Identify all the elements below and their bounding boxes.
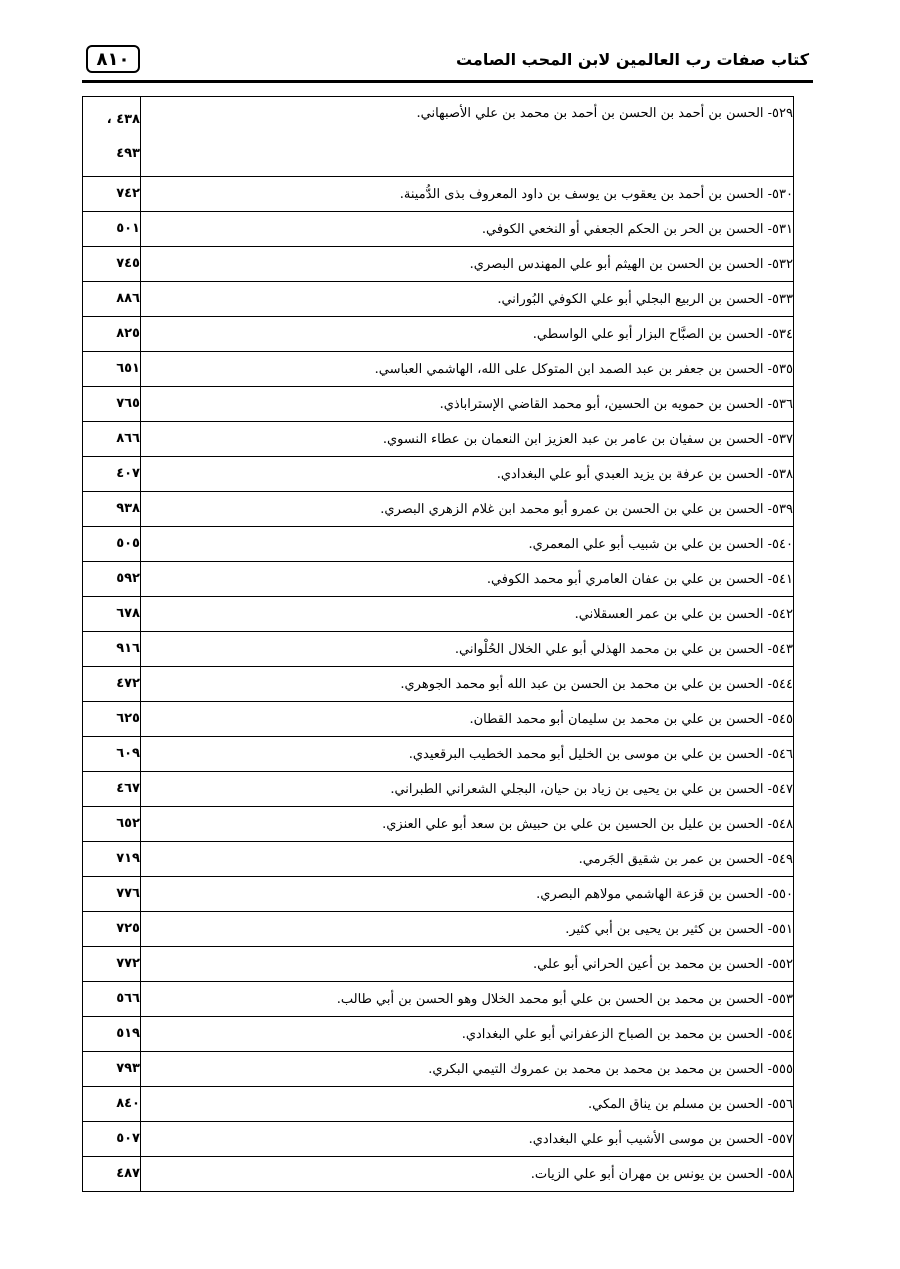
narrator-entry: ٥٤٩- الحسن بن عمر بن شقيق الجَرمي. [141,842,794,877]
table-row [83,737,794,772]
page-number: ٨١٠ [86,45,140,73]
page-number-ref: ٤٧٢ [116,676,140,691]
narrator-entry: ٥٣٥- الحسن بن جعفر بن عبد الصمد ابن المتوكل على الله، الهاشمي العباسي. [141,352,794,387]
table-row [83,457,794,492]
narrator-entry: ٥٥٢- الحسن بن محمد بن أعين الحراني أبو علي. [141,947,794,982]
page-number-ref: ٤٣٨ ، [106,111,140,127]
narrator-entry: ٥٥٦- الحسن بن مسلم بن يناق المكي. [141,1087,794,1122]
page-reference [83,772,141,807]
narrator-entry: ٥٢٩- الحسن بن أحمد بن الحسن بن أحمد بن محمد بن علي الأصبهاني. [141,97,794,177]
page-number-ref: ٥٠١ [116,221,140,236]
narrator-entry: ٥٤٨- الحسن بن عليل بن الحسين بن علي بن حبيش بن سعد أبو علي العنزي. [141,807,794,842]
page-header [82,40,813,84]
narrator-entry: ٥٤٧- الحسن بن علي بن يحيى بن زياد بن حيان، البجلي الشعراني الطبراني. [141,772,794,807]
page-reference [83,807,141,842]
table-row [83,352,794,387]
table-row [83,1087,794,1122]
page-reference [83,1122,141,1157]
page-reference [83,632,141,667]
narrator-entry: ٥٤٦- الحسن بن علي بن موسى بن الخليل أبو محمد الخطيب البرقعيدي. [141,737,794,772]
narrator-entry: ٥٥١- الحسن بن كثير بن يحيى بن أبي كثير. [141,912,794,947]
table-row [83,597,794,632]
page-number-ref: ٥٦٦ [116,991,140,1006]
page-reference [83,212,141,247]
narrator-entry: ٥٥٥- الحسن بن محمد بن محمد بن محمد بن عمروك التيمي البكري. [141,1052,794,1087]
page-reference [83,842,141,877]
table-row [83,1157,794,1192]
index-table [82,96,794,1192]
table-row [83,807,794,842]
page-reference [83,912,141,947]
page-number-ref: ٥٠٧ [116,1131,140,1146]
page-number-ref: ٧٤٥ [116,256,140,271]
table-row [83,702,794,737]
narrator-entry: ٥٣٣- الحسن بن الربيع البجلي أبو علي الكوفي البُوراني. [141,282,794,317]
narrator-entry: ٥٤١- الحسن بن علي بن عفان العامري أبو محمد الكوفي. [141,562,794,597]
page-reference [83,947,141,982]
page-reference [83,1087,141,1122]
page-reference [83,282,141,317]
page-reference [83,352,141,387]
table-row [83,1052,794,1087]
table-row [83,667,794,702]
index-table-body [83,97,794,1192]
page-reference [83,597,141,632]
page-reference [83,177,141,212]
page-number-ref: ٧٢٥ [116,921,140,936]
narrator-entry: ٥٤٢- الحسن بن علي بن عمر العسقلاني. [141,597,794,632]
table-row [83,317,794,352]
table-row [83,1122,794,1157]
table-row [83,632,794,667]
narrator-entry: ٥٤٤- الحسن بن علي بن محمد بن الحسن بن عبد الله أبو محمد الجوهري. [141,667,794,702]
page-number-ref: ٧٤٢ [116,186,140,201]
page-number-ref: ٥١٩ [116,1026,140,1041]
page-number-ref: ٧٦٥ [116,396,140,411]
narrator-entry: ٥٥٣- الحسن بن محمد بن الحسن بن علي أبو محمد الخلال وهو الحسن بن أبي طالب. [141,982,794,1017]
page-reference [83,982,141,1017]
narrator-entry: ٥٣٤- الحسن بن الصبَّاح البزار أبو علي الواسطي. [141,317,794,352]
page-reference [83,1017,141,1052]
table-row [83,212,794,247]
page-number-ref: ٦٠٩ [116,746,140,761]
page-reference [83,877,141,912]
page-number-ref: ٦٥١ [116,361,140,376]
page-reference [83,1157,141,1192]
page-reference [83,387,141,422]
page-number-ref: ٧٩٣ [116,1061,140,1076]
header-rule [82,80,813,83]
table-row [83,912,794,947]
narrator-entry: ٥٣٠- الحسن بن أحمد بن يعقوب بن يوسف بن داود المعروف بذى الدُّمينة. [141,177,794,212]
narrator-entry: ٥٤٣- الحسن بن علي بن محمد الهذلي أبو علي الخلال الحُلْواني. [141,632,794,667]
narrator-entry: ٥٣٩- الحسن بن علي بن الحسن بن عمرو أبو محمد ابن غلام الزهري البصري. [141,492,794,527]
page-number-ref: ٦٢٥ [116,711,140,726]
page-reference [83,97,141,177]
page-number-ref: ٧١٩ [116,851,140,866]
table-row [83,562,794,597]
table-row [83,492,794,527]
narrator-entry: ٥٣٢- الحسن بن الحسن بن الهيثم أبو علي المهندس البصري. [141,247,794,282]
page-reference [83,737,141,772]
page-number-ref: ٨٨٦ [116,291,140,306]
page-number-ref: ٤٦٧ [116,781,140,796]
table-row [83,772,794,807]
table-row [83,982,794,1017]
page-number-ref: ٨٢٥ [116,326,140,341]
page-number-ref: ٨٦٦ [116,431,140,446]
page-reference [83,702,141,737]
page-number-ref: ٥٩٢ [116,571,140,586]
page-number-ref: ٤٠٧ [116,466,140,481]
page-number-ref: ٦٥٢ [116,816,140,831]
page-number-ref: ٤٨٧ [116,1166,140,1181]
table-row [83,247,794,282]
page-reference [83,317,141,352]
page-number-ref: ٩٣٨ [116,501,140,516]
table-row [83,97,794,177]
page-reference [83,457,141,492]
page-reference [83,492,141,527]
page-number-ref: ٩١٦ [116,641,140,656]
table-row [83,1017,794,1052]
narrator-entry: ٥٣٨- الحسن بن عرفة بن يزيد العبدي أبو علي البغدادي. [141,457,794,492]
table-row [83,877,794,912]
narrator-entry: ٥٥٤- الحسن بن محمد بن الصباح الزعفراني أبو علي البغدادي. [141,1017,794,1052]
table-row [83,422,794,457]
page-number-ref: ٦٧٨ [116,606,140,621]
table-row [83,527,794,562]
page-reference [83,247,141,282]
narrator-entry: ٥٥٨- الحسن بن يونس بن مهران أبو علي الزيات. [141,1157,794,1192]
table-row [83,842,794,877]
narrator-entry: ٥٤٠- الحسن بن علي بن شبيب أبو علي المعمري. [141,527,794,562]
page-reference [83,1052,141,1087]
page-reference [83,562,141,597]
table-row [83,387,794,422]
page-number-ref: ٨٤٠ [116,1096,140,1111]
book-title: كتاب صفات رب العالمين لابن المحب الصامت [455,50,809,69]
page-reference [83,667,141,702]
table-row [83,947,794,982]
narrator-entry: ٥٥٧- الحسن بن موسى الأشيب أبو علي البغدادي. [141,1122,794,1157]
page-reference [83,422,141,457]
page-number-ref: ٧٧٢ [116,956,140,971]
page-number-ref: ٤٩٣ [116,145,140,161]
page-number-ref: ٧٧٦ [116,886,140,901]
table-row [83,177,794,212]
narrator-entry: ٥٥٠- الحسن بن قزعة الهاشمي مولاهم البصري. [141,877,794,912]
narrator-entry: ٥٣١- الحسن بن الحر بن الحكم الجعفي أو النخعي الكوفي. [141,212,794,247]
narrator-entry: ٥٣٦- الحسن بن حمويه بن الحسين، أبو محمد القاضي الإستراباذي. [141,387,794,422]
narrator-entry: ٥٤٥- الحسن بن علي بن محمد بن سليمان أبو محمد القطان. [141,702,794,737]
page-number-ref: ٥٠٥ [116,536,140,551]
table-row [83,282,794,317]
narrator-entry: ٥٣٧- الحسن بن سفيان بن عامر بن عبد العزيز ابن النعمان بن عطاء النسوي. [141,422,794,457]
page-reference [83,527,141,562]
